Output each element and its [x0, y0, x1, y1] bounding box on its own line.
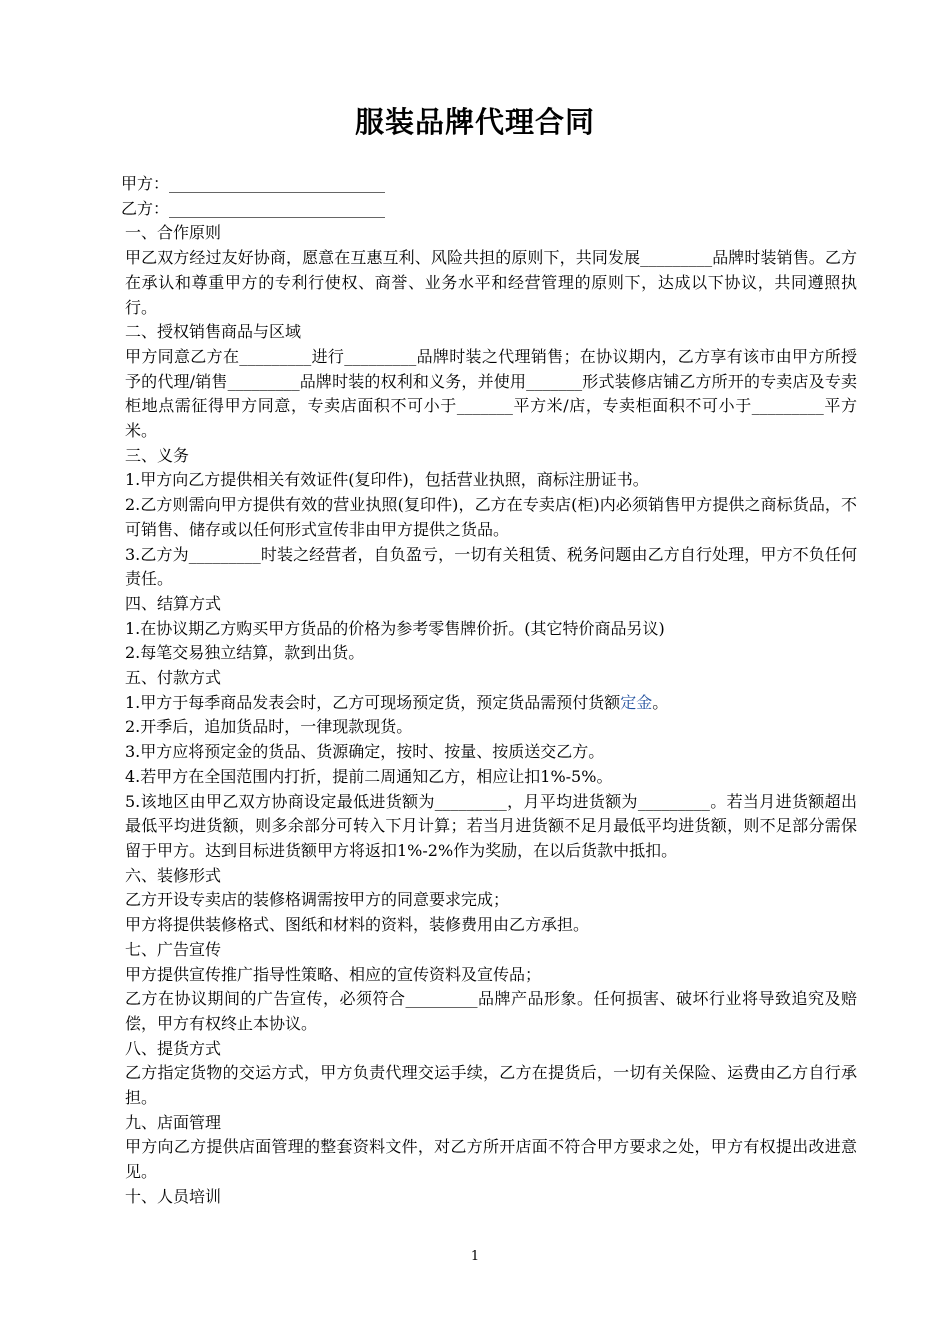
list-item: 4.若甲方在全国范围内打折，提前二周通知乙方，相应让扣1%-5%。 — [125, 766, 613, 786]
paragraph: 甲方向乙方提供店面管理的整套资料文件，对乙方所开店面不符合甲方要求之处，甲方有权提出改进意见。 — [125, 1137, 857, 1182]
party-b-line: 乙方：___________________________ — [121, 198, 386, 218]
list-item: 1.甲方向乙方提供相关有效证件(复印件)，包括营业执照，商标注册证书。 — [125, 470, 649, 490]
section-heading: 四、结算方式 — [125, 593, 222, 613]
list-item: 5.该地区由甲乙双方协商设定最低进货额为_________，月平均进货额为_________。若当月进货额超出最低平均进货额，则多余部分可转入下月计算；若当月进货额不足月最低平均进货额，则不足部分需保留于甲方。达到目标进货额甲方将返扣1%-2%作为奖励，在以后货款中抵扣。 — [125, 791, 857, 860]
section-heading: 八、提货方式 — [125, 1038, 222, 1058]
list-item: 1.甲方于每季商品发表会时，乙方可现场预定货，预定货品需预付货额定金。 — [125, 692, 669, 712]
paragraph: 甲方同意乙方在_________进行_________品牌时装之代理销售；在协议期内，乙方享有该市由甲方所授予的代理/销售_________品牌时装的权利和义务，并使用_______形式装修店铺乙方所开的专卖店及专卖柜地点需征得甲方同意，专卖店面积不可小于_______平方米/店，专卖柜面积不可小于_________平方米。 — [125, 346, 857, 441]
paragraph: 乙方指定货物的交运方式，甲方负责代理交运手续，乙方在提货后，一切有关保险、运费由乙方自行承担。 — [125, 1063, 857, 1108]
section-heading: 五、付款方式 — [125, 668, 222, 688]
section-heading: 一、合作原则 — [125, 223, 222, 243]
paragraph: 甲方提供宣传推广指导性策略、相应的宣传资料及宣传品； — [125, 964, 542, 984]
list-item: 3.乙方为_________时装之经营者，自负盈亏，一切有关租赁、税务问题由乙方自行处理，甲方不负任何责任。 — [125, 544, 857, 589]
party-a-line: 甲方：___________________________ — [121, 174, 386, 193]
list-item: 1.在协议期乙方购买甲方货品的价格为参考零售牌价折。(其它特价商品另议) — [125, 618, 665, 638]
section-heading: 六、装修形式 — [125, 865, 222, 885]
deposit-link[interactable]: 定金 — [620, 692, 653, 712]
section-heading: 十、人员培训 — [125, 1186, 222, 1206]
section-heading: 七、广告宣传 — [125, 939, 222, 959]
document-title: 服装品牌代理合同 — [354, 105, 595, 139]
paragraph: 甲方将提供装修格式、图纸和材料的资料，装修费用由乙方承担。 — [125, 915, 590, 935]
list-item: 2.乙方则需向甲方提供有效的营业执照(复印件)，乙方在专卖店(柜)内必须销售甲方提供之商标货品，不可销售、储存或以任何形式宣传非由甲方提供之货品。 — [125, 495, 857, 539]
section-heading: 三、义务 — [125, 445, 190, 465]
page-number: 1 — [470, 1249, 480, 1264]
list-item: 3.甲方应将预定金的货品、货源确定，按时、按量、按质送交乙方。 — [125, 742, 605, 762]
paragraph: 乙方在协议期间的广告宣传，必须符合_________品牌产品形象。任何损害、破坏行业将导致追究及赔偿，甲方有权终止本协议。 — [125, 989, 857, 1033]
section-heading: 二、授权销售商品与区域 — [125, 322, 302, 342]
list-item: 2.每笔交易独立结算，款到出货。 — [125, 643, 365, 663]
section-heading: 九、店面管理 — [125, 1112, 222, 1132]
paragraph: 甲乙双方经过友好协商，愿意在互惠互利、风险共担的原则下，共同发展_________品牌时装销售。乙方在承认和尊重甲方的专利行使权、商誉、业务水平和经营管理的原则下，达成以下协议，共同遵照执行。 — [125, 248, 857, 317]
list-item: 2.开季后，追加货品时，一律现款现货。 — [125, 717, 413, 737]
document-body — [93, 172, 857, 1210]
paragraph: 乙方开设专卖店的装修格调需按甲方的同意要求完成； — [125, 890, 510, 910]
